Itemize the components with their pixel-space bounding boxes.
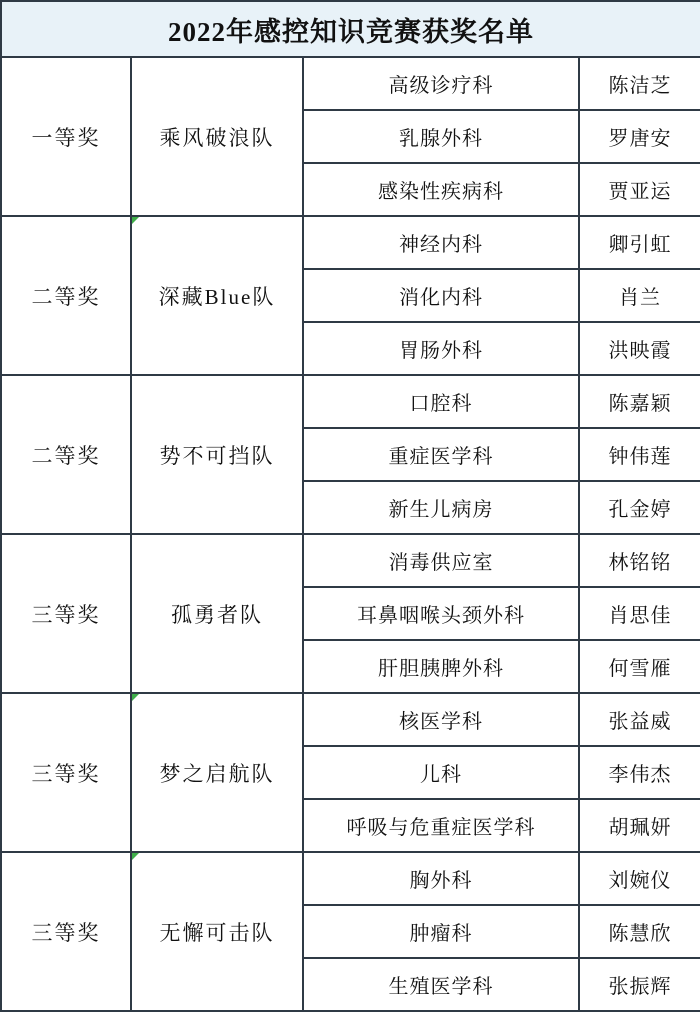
- table-row: [1, 693, 700, 746]
- award-level: 三等奖: [1, 852, 131, 1011]
- person-name: 林铭铭: [579, 534, 700, 587]
- team-name: 无懈可击队: [131, 852, 303, 1011]
- person-name: 卿引虹: [579, 216, 700, 269]
- department-name: 胃肠外科: [303, 322, 579, 375]
- team-name: 势不可挡队: [131, 375, 303, 534]
- department-name: 肿瘤科: [303, 905, 579, 958]
- department-name: 高级诊疗科: [303, 57, 579, 110]
- person-name: 张益威: [579, 693, 700, 746]
- person-name: 肖思佳: [579, 587, 700, 640]
- table-row: [1, 216, 700, 269]
- award-level: 二等奖: [1, 375, 131, 534]
- department-name: 呼吸与危重症医学科: [303, 799, 579, 852]
- department-name: 重症医学科: [303, 428, 579, 481]
- table-row: [1, 852, 700, 905]
- person-name: 李伟杰: [579, 746, 700, 799]
- person-name: 张振辉: [579, 958, 700, 1011]
- department-name: 口腔科: [303, 375, 579, 428]
- title-row: [1, 1, 700, 57]
- award-level: 三等奖: [1, 534, 131, 693]
- department-name: 乳腺外科: [303, 110, 579, 163]
- page-title: 2022年感控知识竞赛获奖名单: [1, 1, 700, 57]
- department-name: 核医学科: [303, 693, 579, 746]
- table-row: [1, 375, 700, 428]
- team-name: 梦之启航队: [131, 693, 303, 852]
- award-level: 三等奖: [1, 693, 131, 852]
- department-name: 儿科: [303, 746, 579, 799]
- award-level: 一等奖: [1, 57, 131, 216]
- person-name: 贾亚运: [579, 163, 700, 216]
- person-name: 洪映霞: [579, 322, 700, 375]
- person-name: 钟伟莲: [579, 428, 700, 481]
- table-row: [1, 534, 700, 587]
- department-name: 生殖医学科: [303, 958, 579, 1011]
- person-name: 罗唐安: [579, 110, 700, 163]
- department-name: 肝胆胰脾外科: [303, 640, 579, 693]
- person-name: 陈洁芝: [579, 57, 700, 110]
- award-level: 二等奖: [1, 216, 131, 375]
- person-name: 陈慧欣: [579, 905, 700, 958]
- table-row: [1, 57, 700, 110]
- department-name: 胸外科: [303, 852, 579, 905]
- team-name: 深藏Blue队: [131, 216, 303, 375]
- person-name: 胡珮妍: [579, 799, 700, 852]
- person-name: 刘婉仪: [579, 852, 700, 905]
- department-name: 感染性疾病科: [303, 163, 579, 216]
- department-name: 神经内科: [303, 216, 579, 269]
- department-name: 消毒供应室: [303, 534, 579, 587]
- team-name: 孤勇者队: [131, 534, 303, 693]
- person-name: 何雪雁: [579, 640, 700, 693]
- department-name: 新生儿病房: [303, 481, 579, 534]
- department-name: 消化内科: [303, 269, 579, 322]
- team-name: 乘风破浪队: [131, 57, 303, 216]
- person-name: 肖兰: [579, 269, 700, 322]
- department-name: 耳鼻咽喉头颈外科: [303, 587, 579, 640]
- person-name: 陈嘉颖: [579, 375, 700, 428]
- person-name: 孔金婷: [579, 481, 700, 534]
